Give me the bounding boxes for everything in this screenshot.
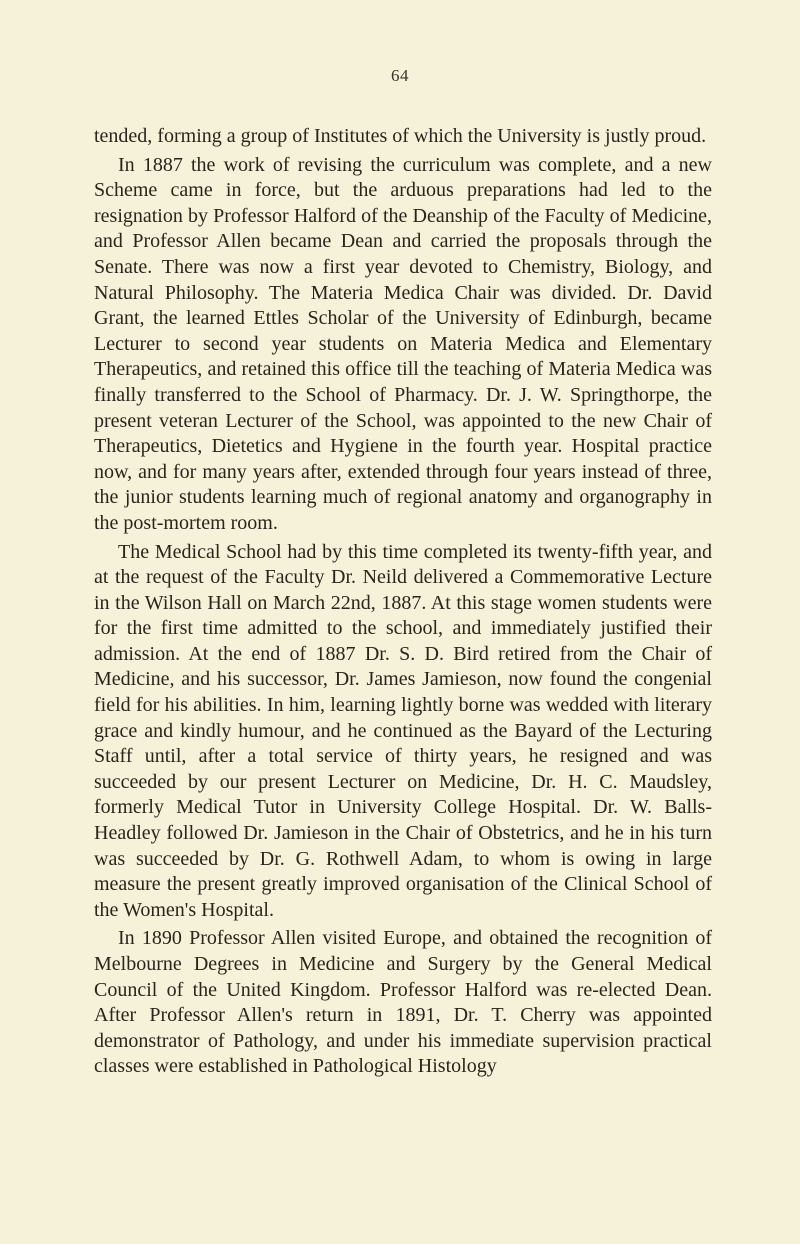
paragraph-recognition-1890: In 1890 Professor Allen visited Europe, and obtained the recognition of Melbourne Degrees in Medicine and Surgery by the General Medical Council of the United Kingdom. Professor Halford was re-elected Dean. After Professor Allen's return in 1891, Dr. T. Cherry was appointed demonstrator of Pathology, and under his immediate supervision practical classes were established in Pathological Histology [94,927,712,1078]
paragraph-continuation: tended, forming a group of Institutes of which the University is justly proud. [94,125,707,147]
page-number: 64 [391,66,409,85]
paragraph-twenty-fifth-year: The Medical School had by this time completed its twenty-fifth year, and at the request of the Faculty Dr. Neild delivered a Commemorative Lecture in the Wilson Hall on March 22nd, 1887. At this stage women students were for the first time admitted to the school, and immediately justified their admission. At the end of 1887 Dr. S. D. Bird retired from the Chair of Medicine, and his successor, Dr. James Jamieson, now found the congenial field for his abilities. In him, learning lightly borne was wedded with literary grace and kindly humour, and he continued as the Bayard of the Lecturing Staff until, after a total service of thirty years, he resigned and was succeeded by our present Lecturer on Medicine, Dr. H. C. Maudsley, formerly Medical Tutor in University College Hospital. Dr. W. Balls-Headley followed Dr. Jamieson in the Chair of Obstetrics, and he in his turn was succeeded by Dr. G. Rothwell Adam, to whom is owing in large measure the present greatly improved organisation of the Clinical School of the Women's Hospital. [94,540,712,921]
body-text [94,124,712,1080]
paragraph-curriculum-1887: In 1887 the work of revising the curriculum was complete, and a new Scheme came in force, but the arduous preparations had led to the resignation by Professor Halford of the Deanship of the Faculty of Medicine, and Professor Allen became Dean and carried the proposals through the Senate. There was now a first year devoted to Chemistry, Biology, and Natural Philosophy. The Materia Medica Chair was divided. Dr. David Grant, the learned Ettles Scholar of the University of Edinburgh, became Lecturer to second year students on Materia Medica and Elementary Therapeutics, and retained this office till the teaching of Materia Medica was finally transferred to the School of Pharmacy. Dr. J. W. Springthorpe, the present veteran Lecturer of the School, was appointed to the new Chair of Therapeutics, Dietetics and Hygiene in the fourth year. Hospital practice now, and for many years after, extended through four years instead of three, the junior students learning much of regional anatomy and organography in the post-mortem room. [94,153,712,534]
